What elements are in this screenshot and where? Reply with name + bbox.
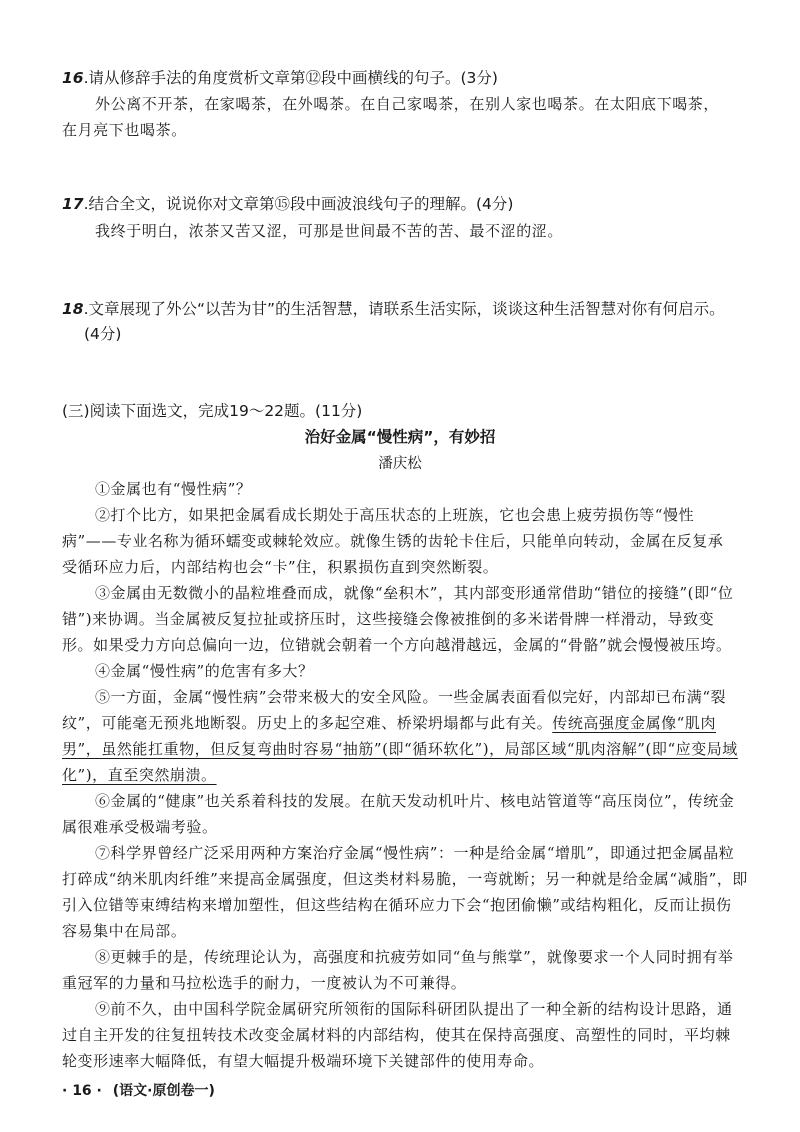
question-17-prompt: 17.结合全文，说说你对文章第⑮段中画波浪线句子的理解。(4分) xyxy=(62,195,514,213)
paragraph-8-line: ⑧更棘手的是，传统理论认为，高强度和抗疲劳如同“鱼与熊掌”，就像要求一个人同时拥有举 xyxy=(95,948,734,966)
paragraph-7-line: 引入位错等束缚结构来增加塑性，但这些结构在循环应力下会“抱团偷懒”或结构粗化，反而让损伤 xyxy=(62,896,732,914)
paragraph-9-line: 过自主开发的往复扭转技术改变金属材料的内部结构，使其在保持高强度、高塑性的同时，平均棘 xyxy=(62,1026,731,1044)
paragraph-3-line: 错”)来协调。当金属被反复拉扯或挤压时，这些接缝会像被推倒的多米诺骨牌一样滑动，导致变 xyxy=(62,610,715,628)
paragraph-3-line: ③金属由无数微小的晶粒堆叠而成，就像“垒积木”，其内部变形通常借助“错位的接缝”(即“位 xyxy=(95,584,734,602)
paragraph-5-line: ⑤一方面，金属“慢性病”会带来极大的安全风险。一些金属表面看似完好，内部却已布满“裂 xyxy=(95,688,727,706)
paragraph-8-line: 重冠军的力量和马拉松选手的耐力，一度被认为不可兼得。 xyxy=(62,974,467,992)
paper-label: (语文·原创卷一) xyxy=(112,1083,215,1099)
paragraph-2-line: 受循环应力后，内部结构也会“卡”住，积累损伤直到突然断裂。 xyxy=(62,558,499,576)
question-16-quote-line: 外公离不开茶，在家喝茶，在外喝茶。在自己家喝茶，在别人家也喝茶。在太阳底下喝茶， xyxy=(95,95,720,113)
question-18-prompt: 18.文章展现了外公“以苦为甘”的生活智慧，请联系生活实际，谈谈这种生活智慧对你有何启示。 xyxy=(62,300,725,318)
question-number: 16 xyxy=(62,69,84,87)
paragraph-5-line: 纹”，可能毫无预兆地断裂。历史上的多起空难、桥梁坍塌都与此有关。传统高强度金属像“肌肉 xyxy=(62,714,717,732)
page-number: · 16 · xyxy=(62,1083,102,1099)
paragraph-3-line: 形。如果受力方向总偏向一边，位错就会朝着一个方向越滑越远，金属的“骨骼”就会慢慢被压垮。 xyxy=(62,636,732,654)
paragraph-6-line: ⑥金属的“健康”也关系着科技的发展。在航天发动机叶片、核电站管道等“高压岗位”，传统金 xyxy=(95,792,735,810)
paragraph-1: ①金属也有“慢性病”？ xyxy=(95,480,252,498)
paragraph-9-line: ⑨前不久，由中国科学院金属研究所领衔的国际科研团队提出了一种全新的结构设计思路，通 xyxy=(95,1000,733,1018)
article-author: 潘庆松 xyxy=(378,456,422,472)
question-16-prompt: 16.请从修辞手法的角度赏析文章第⑫段中画横线的句子。(3分) xyxy=(62,69,498,87)
paragraph-4: ④金属“慢性病”的危害有多大？ xyxy=(95,662,314,680)
underlined-sentence: 男”，虽然能扛重物，但反复弯曲时容易“抽筋”(即“循环软化”)，局部区域“肌肉溶解”(即“应变局域 xyxy=(62,740,738,758)
page-footer xyxy=(62,1080,215,1102)
underlined-sentence: 化”)，直至突然崩溃。 xyxy=(62,766,217,784)
paragraph-2-line: 病”——专业名称为循环蠕变或棘轮效应。就像生锈的齿轮卡住后，只能单向转动，金属在反复承 xyxy=(62,532,724,550)
article-title: 治好金属“慢性病”，有妙招 xyxy=(304,428,496,446)
question-16-quote-line: 在月亮下也喝茶。 xyxy=(62,121,187,139)
underlined-sentence: 传统高强度金属像“肌肉 xyxy=(552,714,717,732)
paragraph-7-line: 打碎成“纳米肌肉纤维”来提高金属强度，但这类材料易脆，一弯就断；另一种就是给金属“减脂”，即 xyxy=(62,870,748,888)
paragraph-7-line: ⑦科学界曾经广泛采用两种方案治疗金属“慢性病”：一种是给金属“增肌”，即通过把金属晶粒 xyxy=(95,844,735,862)
question-number: 17 xyxy=(62,195,84,213)
paragraph-9-line: 轮变形速率大幅降低，有望大幅提升极端环境下关键部件的使用寿命。 xyxy=(62,1052,545,1070)
paragraph-7-line: 容易集中在局部。 xyxy=(62,922,187,940)
question-18-score: (4分) xyxy=(84,325,122,343)
paragraph-6-line: 属很难承受极端考验。 xyxy=(62,818,218,836)
paragraph-2-line: ②打个比方，如果把金属看成长期处于高压状态的上班族，它也会患上疲劳损伤等“慢性 xyxy=(95,506,695,524)
question-number: 18 xyxy=(62,300,84,318)
section-heading: (三)阅读下面选文，完成19～22题。(11分) xyxy=(62,402,363,420)
question-17-quote-line: 我终于明白，浓茶又苦又涩，可那是世间最不苦的苦、最不涩的涩。 xyxy=(95,222,564,240)
